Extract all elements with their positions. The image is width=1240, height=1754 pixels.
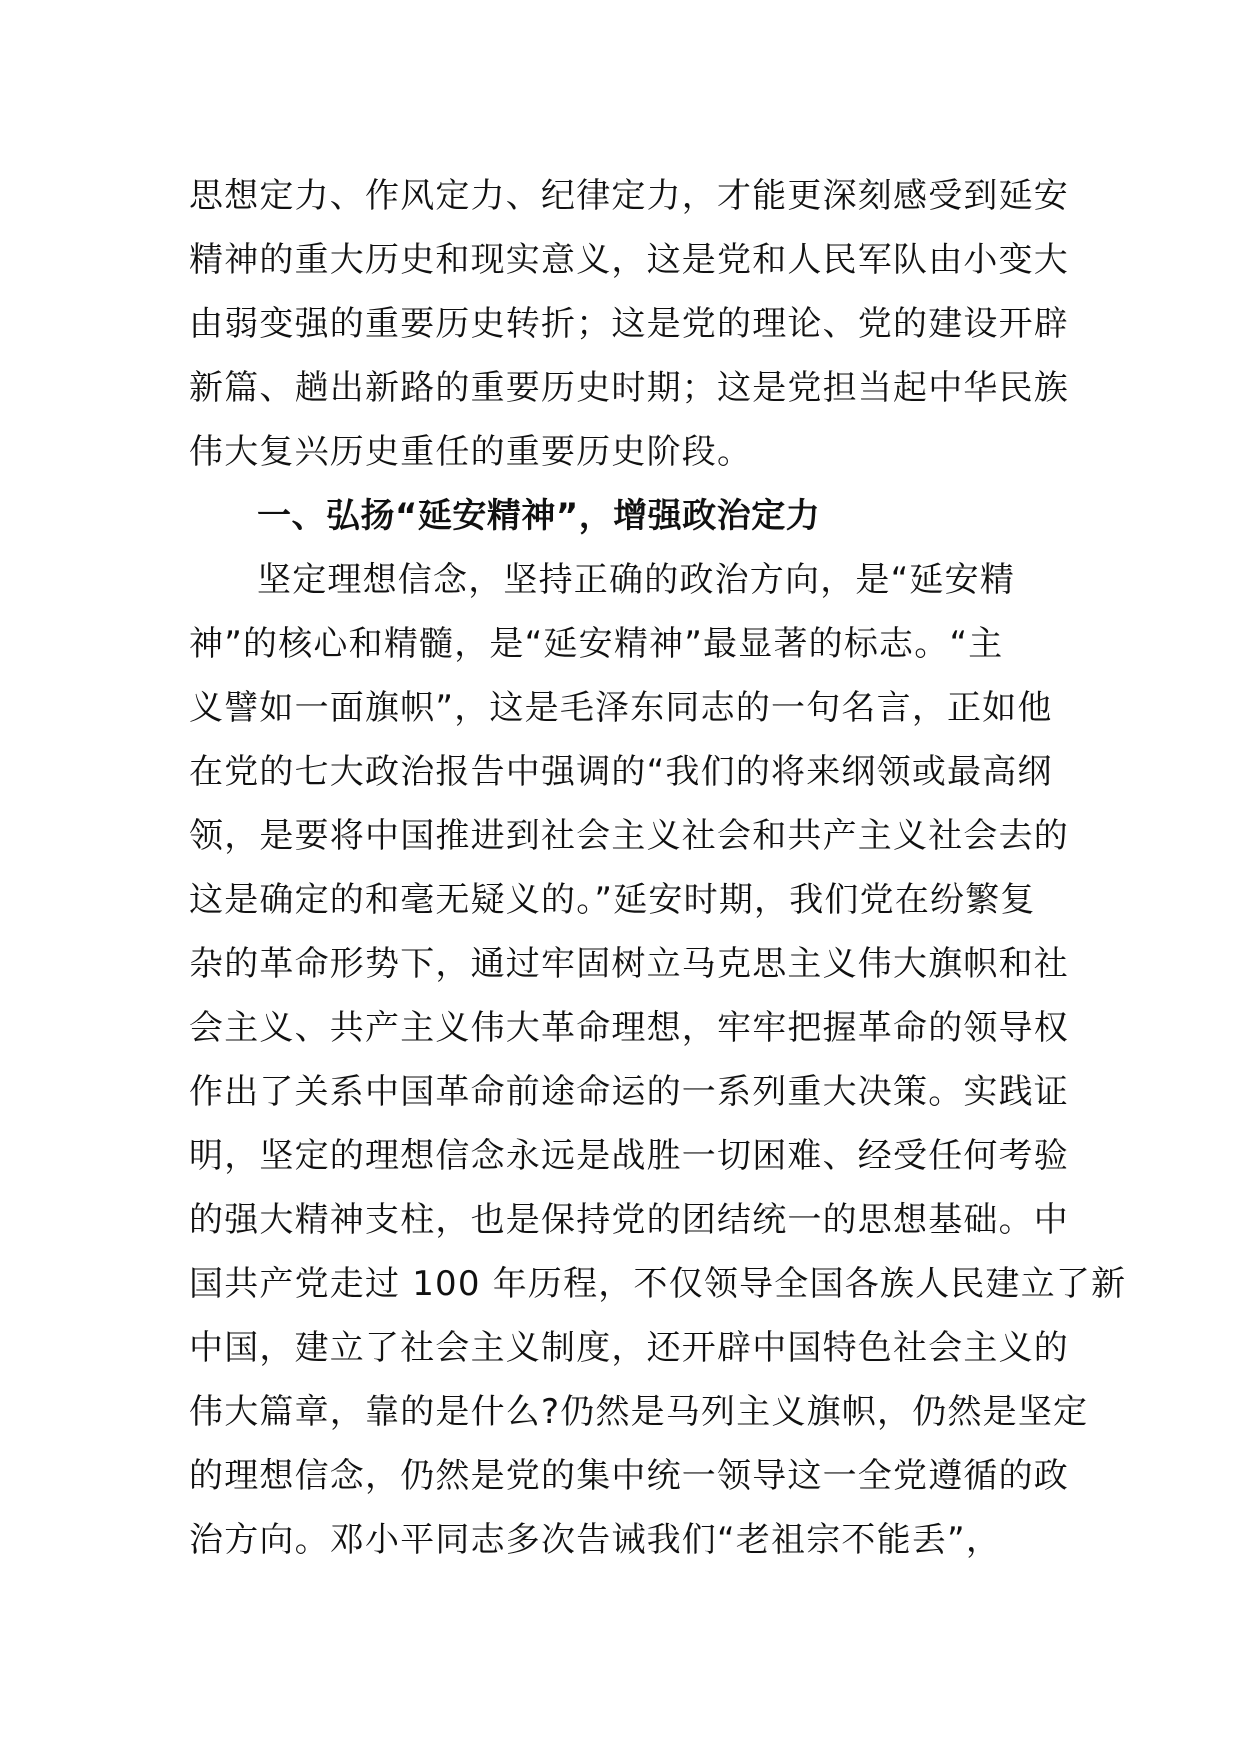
paragraph-line: 伟大篇章，靠的是什么?仍然是马列主义旗帜，仍然是坚定 (189, 1392, 1089, 1432)
paragraph-line: 在党的七大政治报告中强调的“我们的将来纲领或最高纲 (189, 752, 1053, 792)
paragraph-line: 中国，建立了社会主义制度，还开辟中国特色社会主义的 (189, 1328, 1069, 1368)
paragraph-line: 这是确定的和毫无疑义的。”延安时期，我们党在纷繁复 (189, 880, 1036, 920)
paragraph-line: 新篇、趟出新路的重要历史时期；这是党担当起中华民族 (189, 368, 1069, 408)
paragraph-line: 会主义、共产主义伟大革命理想，牢牢把握革命的领导权 (189, 1008, 1069, 1048)
paragraph-line: 坚定理想信念，坚持正确的政治方向，是“延安精 (257, 560, 1016, 600)
paragraph-line: 作出了关系中国革命前途命运的一系列重大决策。实践证 (189, 1072, 1069, 1112)
paragraph-line: 精神的重大历史和现实意义，这是党和人民军队由小变大 (189, 240, 1069, 280)
paragraph-line: 的理想信念，仍然是党的集中统一领导这一全党遵循的政 (189, 1456, 1069, 1496)
paragraph-line: 领，是要将中国推进到社会主义社会和共产主义社会去的 (189, 816, 1069, 856)
paragraph-line: 明，坚定的理想信念永远是战胜一切困难、经受任何考验 (189, 1136, 1069, 1176)
paragraph-line: 国共产党走过 100 年历程，不仅领导全国各族人民建立了新 (189, 1264, 1127, 1304)
paragraph-line: 的强大精神支柱，也是保持党的团结统一的思想基础。中 (189, 1200, 1069, 1240)
paragraph-line: 由弱变强的重要历史转折；这是党的理论、党的建设开辟 (189, 304, 1069, 344)
paragraph-line: 杂的革命形势下，通过牢固树立马克思主义伟大旗帜和社 (189, 944, 1069, 984)
section-heading: 一、弘扬“延安精神”，增强政治定力 (257, 496, 821, 536)
paragraph-line: 思想定力、作风定力、纪律定力，才能更深刻感受到延安 (189, 176, 1069, 216)
paragraph-line: 神”的核心和精髓，是“延安精神”最显著的标志。“主 (189, 624, 1004, 664)
paragraph-line: 义譬如一面旗帜”，这是毛泽东同志的一句名言，正如他 (189, 688, 1053, 728)
document-body (189, 164, 1127, 1572)
paragraph-line: 伟大复兴历史重任的重要历史阶段。 (189, 432, 753, 472)
paragraph-line: 治方向。邓小平同志多次告诫我们“老祖宗不能丢”， (189, 1520, 1002, 1560)
